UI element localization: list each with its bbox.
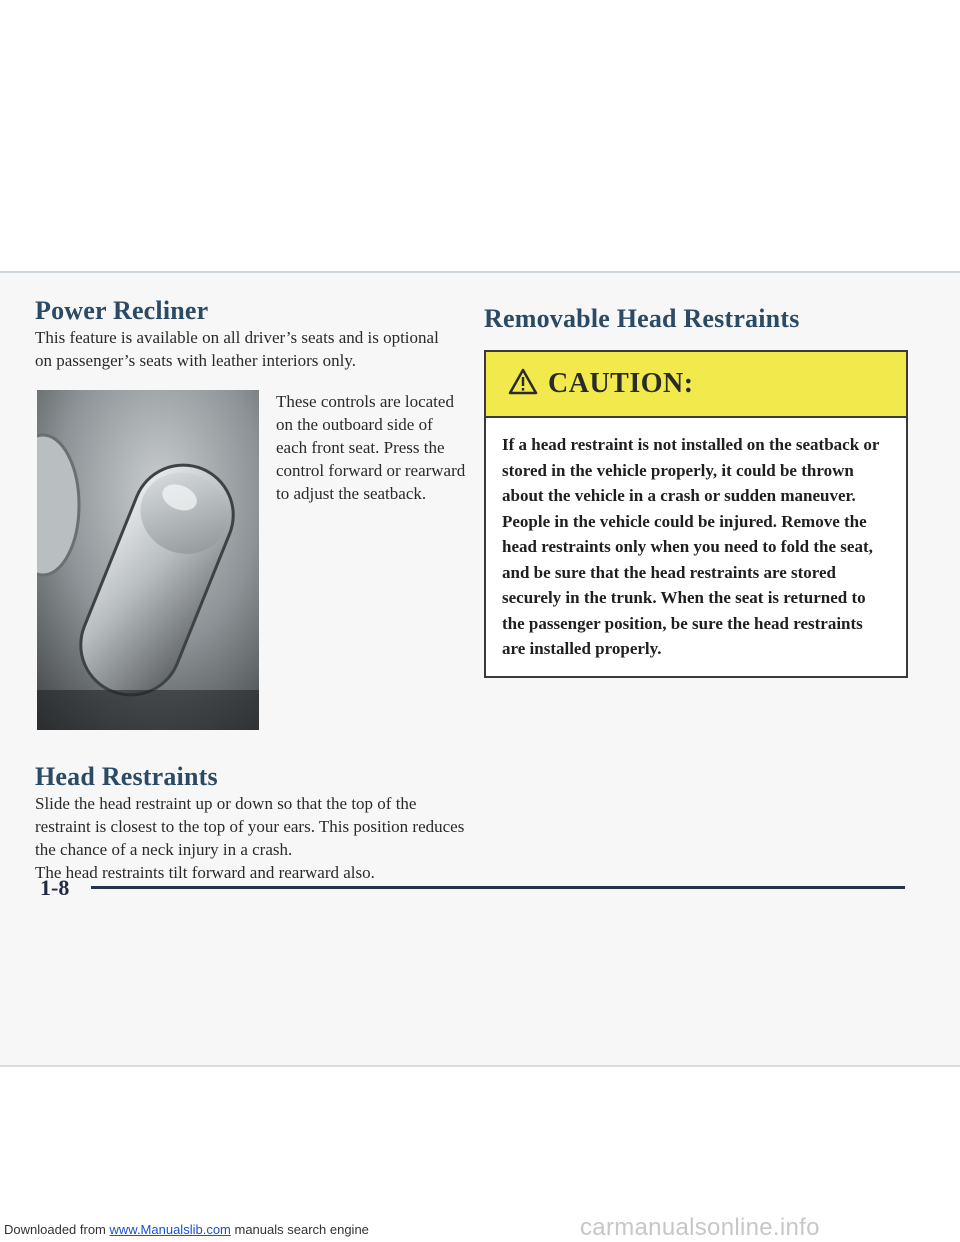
download-note-suffix: manuals search engine	[230, 1222, 369, 1237]
download-note	[4, 1222, 369, 1237]
bottom-divider	[0, 1065, 960, 1067]
head-restraints-heading: Head Restraints	[35, 762, 218, 791]
recliner-control-image	[37, 390, 259, 730]
warning-triangle-icon	[508, 368, 538, 400]
download-note-prefix: Downloaded from	[4, 1222, 110, 1237]
left-column	[35, 296, 465, 884]
head-restraints-paragraph-2: The head restraints tilt forward and rearward also.	[35, 863, 375, 882]
power-recliner-heading: Power Recliner	[35, 296, 209, 325]
footer-rule	[91, 886, 905, 889]
power-recliner-intro: This feature is available on all driver’s seats and is optional on passenger’s seats with leather interiors only.	[35, 328, 439, 370]
page-number: 1-8	[40, 875, 70, 900]
removable-head-restraints-heading: Removable Head Restraints	[484, 304, 800, 333]
caution-banner	[486, 352, 906, 418]
caution-text: If a head restraint is not installed on the seatback or stored in the vehicle properly, it could be thrown about the vehicle in a crash or sudden maneuver. People in the vehicle could be injured. Remove the head restraints only when you need to fold the seat, and be sure that the head restraints are stored securely in the trunk. When the seat is returned to the passenger position, be sure the head restraints are installed properly.	[502, 435, 880, 658]
recliner-control-photo	[37, 390, 259, 730]
caution-label: CAUTION:	[548, 368, 694, 399]
manualslib-link[interactable]: www.Manualslib.com	[109, 1222, 231, 1237]
head-restraints-paragraph-1: Slide the head restraint up or down so that the top of the restraint is closest to the top of your ears. This position reduces the chance of a neck injury in a crash.	[35, 794, 465, 859]
recliner-control-description: These controls are located on the outboard side of each front seat. Press the control forward or rearward to adjust the seatback.	[276, 392, 466, 503]
right-column	[484, 304, 908, 678]
watermark: carmanualsonline.info	[580, 1214, 820, 1241]
recliner-photo-row	[35, 390, 465, 730]
caution-box	[484, 350, 908, 678]
top-divider	[0, 271, 960, 273]
